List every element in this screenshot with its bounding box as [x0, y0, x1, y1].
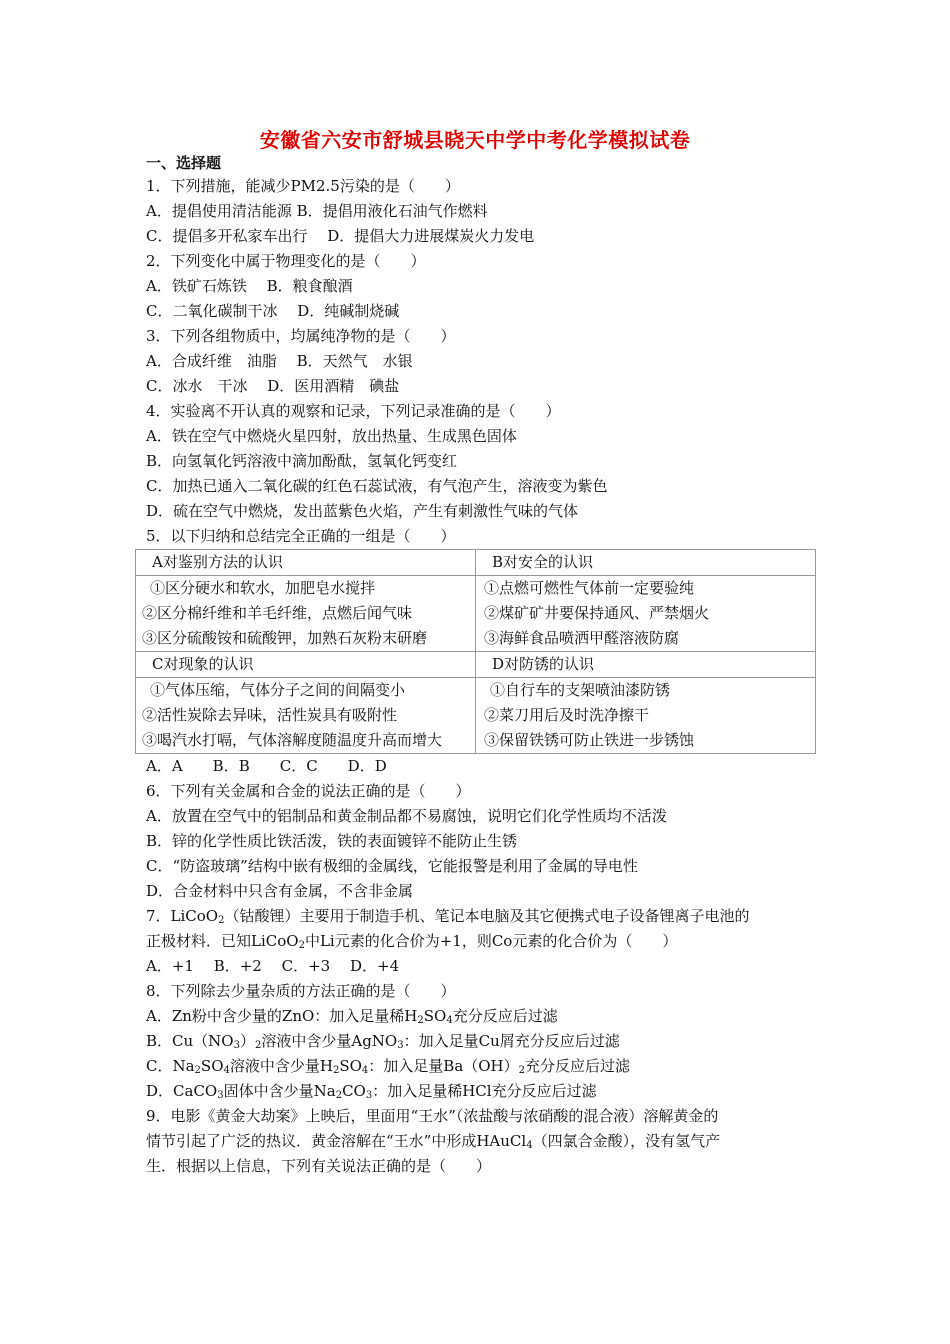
- question-1-options-ab: A．提倡使用清洁能源 B．提倡用液化石油气作燃料: [146, 202, 488, 220]
- table-a-item-3: ③区分硫酸铵和硫酸钾，加熟石灰粉末研磨: [142, 629, 428, 647]
- question-7-stem-line-1: 7．LiCoO$_2$（钴酸锂）主要用于制造手机、笔记本电脑及其它便携式电子设备锂离子电池的: [146, 907, 750, 926]
- table-c-item-3: ③喝汽水打嗝，气体溶解度随温度升高而增大: [142, 731, 443, 749]
- question-8-stem: 8．下列除去少量杂质的方法正确的是（ ）: [146, 982, 456, 1000]
- question-5-options: A．A B．B C．C D．D: [146, 757, 387, 775]
- question-6-option-a: A．放置在空气中的铝制品和黄金制品都不易腐蚀，说明它们化学性质均不活泼: [146, 807, 667, 825]
- table-cell-a-head: A对鉴别方法的认识: [136, 550, 476, 576]
- question-7-options: A．+1 B．+2 C．+3 D．+4: [146, 957, 400, 975]
- question-8-option-d: D．CaCO$_3$固体中含少量$Na_2CO_3$：加入足量稀HCl充分反应后过滤: [146, 1082, 597, 1101]
- question-4-option-a: A．铁在空气中燃烧火星四射，放出热量、生成黑色固体: [146, 427, 517, 445]
- question-list: [142, 174, 816, 1179]
- question-2-stem: 2．下列变化中属于物理变化的是（ ）: [146, 252, 426, 270]
- question-7-stem-line-2: 正极材料．已知LiCoO$_2$中Li元素的化合价为+1，则Co元素的化合价为（ ）: [146, 932, 678, 951]
- table-cell-a: [136, 576, 476, 652]
- question-6-stem: 6．下列有关金属和合金的说法正确的是（ ）: [146, 782, 471, 800]
- question-2-options-ab: A．铁矿石炼铁 B．粮食酿酒: [146, 277, 353, 295]
- table-a-item-2: ②区分棉纤维和羊毛纤维，点燃后闻气味: [142, 604, 413, 622]
- table-c-item-1: ①气体压缩，气体分子之间的间隔变小: [150, 681, 406, 699]
- table-d-item-1: ①自行车的支架喷油漆防锈: [490, 681, 671, 699]
- table-c-item-2: ②活性炭除去异味，活性炭具有吸附性: [142, 706, 398, 724]
- question-6-option-b: B．锌的化学性质比铁活泼，铁的表面镀锌不能防止生锈: [146, 832, 518, 850]
- table-cell-c-head: C对现象的认识: [136, 652, 476, 678]
- question-1-stem: 1．下列措施，能减少PM2.5污染的是（ ）: [146, 177, 460, 195]
- question-4-option-c: C．加热已通入二氧化碳的红色石蕊试液，有气泡产生，溶液变为紫色: [146, 477, 608, 495]
- table-cell-d-head: D对防锈的认识: [476, 652, 816, 678]
- table-cell-d: [476, 678, 816, 754]
- question-5-table: [135, 549, 816, 754]
- question-6-option-d: D．合金材料中只含有金属，不含非金属: [146, 882, 414, 900]
- table-a-item-1: ①区分硬水和软水，加肥皂水搅拌: [150, 579, 376, 597]
- question-9-stem-line-1: 9．电影《黄金大劫案》上映后，里面用“王水”（浓盐酸与浓硝酸的混合液）溶解黄金的: [146, 1107, 719, 1125]
- table-d-item-2: ②菜刀用后及时洗净擦干: [484, 706, 650, 724]
- question-3-stem: 3．下列各组物质中，均属纯净物的是（ ）: [146, 327, 456, 345]
- question-8-option-c: C．$Na_2SO_4$溶液中含少量$H_2SO_4$：加入足量$Ba(OH)_2$充分反应后过滤: [146, 1057, 631, 1076]
- question-1-options-cd: C．提倡多开私家车出行 D．提倡大力进展煤炭火力发电: [146, 227, 535, 245]
- question-9-stem-line-3: 生．根据以上信息，下列有关说法正确的是（ ）: [146, 1157, 492, 1175]
- question-4-option-b: B．向氢氧化钙溶液中滴加酚酞，氢氧化钙变红: [146, 452, 458, 470]
- table-cell-b: [476, 576, 816, 652]
- table-b-item-1: ①点燃可燃性气体前一定要验纯: [484, 579, 695, 597]
- question-3-options-cd: C．冰水 干冰 D．医用酒精 碘盐: [146, 377, 400, 395]
- table-cell-c: [136, 678, 476, 754]
- question-4-option-d: D．硫在空气中燃烧，发出蓝紫色火焰，产生有刺激性气味的气体: [146, 502, 579, 520]
- section-heading: 一、选择题: [146, 154, 222, 172]
- question-8-option-b: B．$Cu(NO_3)_2$溶液中含少量AgNO$_3$：加入足量Cu屑充分反应后过滤: [146, 1032, 620, 1051]
- table-b-item-2: ②煤矿矿井要保持通风、严禁烟火: [484, 604, 710, 622]
- table-b-item-3: ③海鲜食品喷洒甲醛溶液防腐: [484, 629, 680, 647]
- table-d-item-3: ③保留铁锈可防止铁进一步锈蚀: [484, 731, 695, 749]
- question-8-option-a: A．Zn粉中含少量的ZnO：加入足量稀$H_2SO_4$充分反应后过滤: [146, 1007, 558, 1026]
- question-2-options-cd: C．二氧化碳制干冰 D．纯碱制烧碱: [146, 302, 400, 320]
- question-3-options-ab: A．合成纤维 油脂 B．天然气 水银: [146, 352, 413, 370]
- question-4-stem: 4．实验离不开认真的观察和记录，下列记录准确的是（ ）: [146, 402, 561, 420]
- table-cell-b-head: B对安全的认识: [476, 550, 816, 576]
- question-5-stem: 5．以下归纳和总结完全正确的一组是（ ）: [146, 527, 456, 545]
- page-title: 安徽省六安市舒城县晓天中学中考化学模拟试卷: [259, 128, 691, 152]
- question-9-stem-line-2: 情节引起了广泛的热议．黄金溶解在“王水”中形成HAuCl$_4$（四氯合金酸），没有氢气产: [146, 1132, 721, 1151]
- question-6-option-c: C．“防盗玻璃”结构中嵌有极细的金属线，它能报警是利用了金属的导电性: [146, 857, 638, 875]
